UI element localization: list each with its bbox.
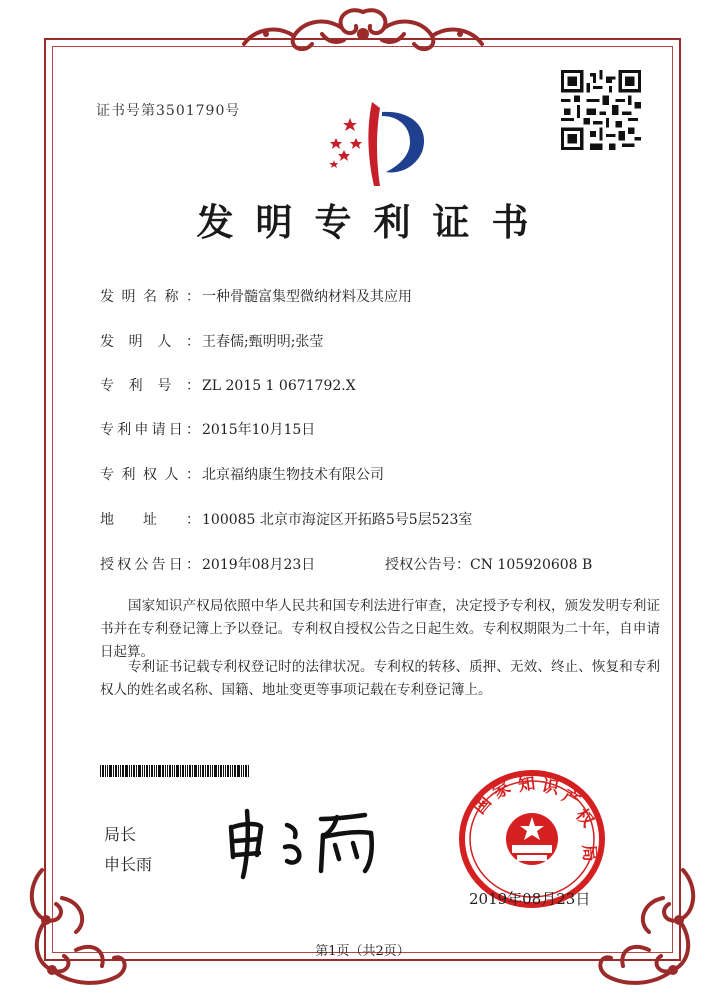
signer-title: 局长	[104, 825, 137, 844]
inventors-value: 王春儒;甄明明;张莹	[202, 334, 324, 350]
certificate-paragraph-2: 专利证书记载专利权登记时的法律状况。专利权的转移、质押、无效、终止、恢复和专利权人的姓名或名称、国籍、地址变更等事项记载在专利登记簿上。	[100, 659, 660, 698]
grant-date-value: 2019年08月23日	[202, 557, 316, 573]
grant-number-value: CN 105920608 B	[470, 557, 593, 573]
inventors-label: 发明人：	[100, 334, 200, 350]
filing-date-value: 2015年10月15日	[202, 422, 316, 438]
address-label: 地址：	[100, 512, 200, 528]
invention-name-label: 发明名称：	[100, 289, 200, 305]
patent-number-value: ZL 2015 1 0671792.X	[202, 378, 356, 394]
page-number: 第1页（共2页）	[315, 944, 410, 959]
invention-name-row	[100, 286, 412, 306]
grant-number-row	[385, 554, 592, 574]
certificate-title: 发明专利证书	[196, 200, 551, 244]
svg-text:权: 权	[571, 805, 598, 832]
signature-icon	[225, 805, 385, 880]
svg-text:产: 产	[558, 786, 584, 812]
top-ornament-icon	[232, 4, 494, 60]
barcode-icon	[100, 765, 290, 777]
patentee-label: 专利权人：	[100, 467, 200, 483]
filing-date-row	[100, 419, 315, 439]
seal-date: 2019年08月23日	[469, 890, 591, 908]
signer-name: 申长雨	[104, 855, 153, 874]
svg-text:识: 识	[540, 776, 561, 799]
svg-text:国: 国	[469, 792, 496, 819]
cnipa-logo-icon	[322, 100, 432, 188]
patentee-row	[100, 464, 384, 484]
grant-date-row	[100, 554, 315, 574]
corner-ornament-bottom-left-icon	[22, 858, 142, 998]
patent-number-label: 专利号：	[100, 378, 200, 394]
address-value: 100085 北京市海淀区开拓路5号5层523室	[202, 512, 473, 528]
svg-text:家: 家	[489, 777, 515, 804]
certificate-number: 证书号第3501790号	[96, 103, 241, 119]
address-row	[100, 509, 472, 529]
patentee-value: 北京福纳康生物技术有限公司	[202, 467, 384, 483]
grant-number-label: 授权公告号：	[385, 557, 470, 573]
invention-name-value: 一种骨髓富集型微纳材料及其应用	[202, 289, 412, 305]
svg-text:局: 局	[578, 843, 600, 863]
inventors-row	[100, 331, 323, 351]
certificate-paragraph-1: 国家知识产权局依照中华人民共和国专利法进行审查，决定授予专利权，颁发发明专利证书并在专利登记簿上予以登记。专利权自授权公告之日起生效。专利权期限为二十年，自申请日起算。	[100, 598, 660, 660]
filing-date-label: 专利申请日：	[100, 422, 200, 438]
patent-number-row	[100, 375, 356, 395]
grant-date-label: 授权公告日：	[100, 557, 200, 573]
svg-text:知: 知	[516, 773, 537, 796]
qr-code-icon	[561, 70, 641, 150]
